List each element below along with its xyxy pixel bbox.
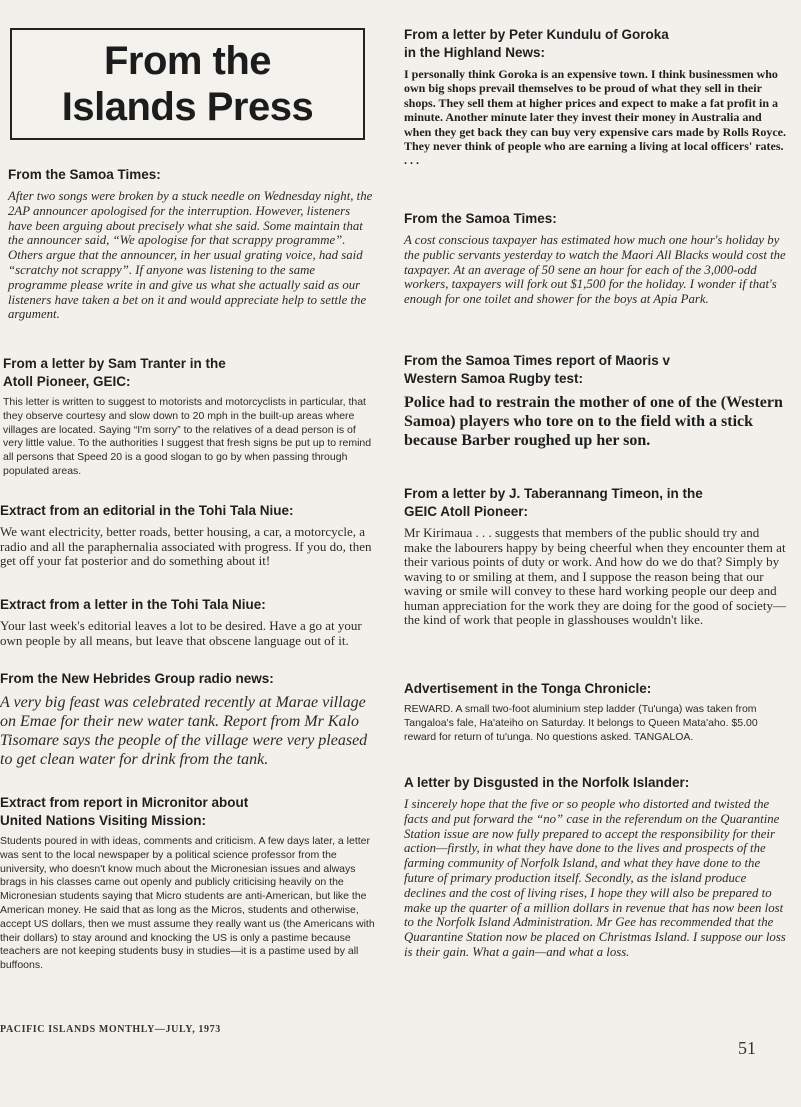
article-micronitor xyxy=(0,794,376,973)
article-new-hebrides-radio xyxy=(0,670,376,769)
article-heading: A letter by Disgusted in the Norfolk Islander: xyxy=(404,775,690,790)
article-heading: Extract from report in Micronitor about United Nations Visiting Mission: xyxy=(0,795,249,828)
issue-footer: PACIFIC ISLANDS MONTHLY—JULY, 1973 xyxy=(0,1024,221,1035)
article-body: A cost conscious taxpayer has estimated how much one hour's holiday by the public servants yesterday to watch the Maori All Blacks would cost the taxpayer. At an average of 50 sene an hour for each of the 3,000-odd workers, taxpayers will fork out $1,500 for the holiday. I wonder if that's enough for one toilet and shower for the boys at Apia Park. xyxy=(404,233,786,307)
article-body: Your last week's editorial leaves a lot to be desired. Have a go at your own people by all means, but leave that obscene language out of it. xyxy=(0,618,362,648)
article-heading: Extract from an editorial in the Tohi Tala Niue: xyxy=(0,503,294,518)
article-body: I personally think Goroka is an expensive town. I think businessmen who own big shops prevail themselves to be proud of what they sell in their shops. They sell them at higher prices and expect to make a fat profit in a minute. Another minute later they invest their money in Australia and when they get back they can buy very expensive cars made by Rolls Royce. They never think of people who are earning a living at local officers' rates. . . . xyxy=(404,67,786,168)
article-atoll-pioneer-tranter xyxy=(3,355,376,479)
article-timeon-letter xyxy=(404,485,789,628)
article-tohi-tala-letter xyxy=(0,596,376,648)
article-heading: From a letter by Peter Kundulu of Goroka in the Highland News: xyxy=(404,27,669,60)
article-body: This letter is written to suggest to motorists and motorcyclists in particular, that they observe courtesy and slow down to 20 mph in the built-up areas where villages are located. Saying “I'm sorry” to the relatives of a dead person is of very little value. To the authorities I suggest that fresh signs be put up to remind all persons that Speed 20 is a good slogan to go by when passing through populated areas. xyxy=(3,396,372,477)
masthead-title: From the Islands Press xyxy=(61,39,314,129)
article-body: REWARD. A small two-foot aluminium step ladder (Tu'unga) was taken from Tangaloa's fale, Ha'ateiho on Saturday. It belongs to Queen Mata'aho. $5.00 reward for return of tu'unga. No questions asked. TANGALOA. xyxy=(404,703,758,743)
article-heading: From the Samoa Times: xyxy=(8,167,161,182)
article-heading: Extract from a letter in the Tohi Tala Niue: xyxy=(0,597,266,612)
article-heading: From a letter by Sam Tranter in the Atoll Pioneer, GEIC: xyxy=(3,356,226,389)
article-samoa-times-radio xyxy=(8,166,376,322)
article-tonga-advertisement xyxy=(404,680,789,744)
article-heading: From the Samoa Times report of Maoris v Western Samoa Rugby test: xyxy=(404,353,671,386)
article-highland-news xyxy=(404,26,789,168)
article-rugby-test xyxy=(404,352,789,450)
article-heading: From the Samoa Times: xyxy=(404,211,557,226)
article-heading: Advertisement in the Tonga Chronicle: xyxy=(404,681,652,696)
article-samoa-times-taxpayer xyxy=(404,210,789,307)
article-body: We want electricity, better roads, better housing, a car, a motorcycle, a radio and all the paraphernalia associated with progress. If you do, then get off your fat posterior and do something about it! xyxy=(0,524,372,568)
article-heading: From a letter by J. Taberannang Timeon, in the GEIC Atoll Pioneer: xyxy=(404,486,703,519)
article-body: I sincerely hope that the five or so people who distorted and twisted the facts and put forward the “no” case in the referendum on the Quarantine Station issue are now fully prepared to accept the responsibility for their action—firstly, in what they have done to the lives and prospects of the farming community of Norfolk Island, and what they have done to the future of primary production itself. Secondly, as the island produce declines and the cost of living rises, I hope they will also be prepared to make up the quarter of a million dollars in revenue that has now been lost to the Norfolk Island Administration. Mr Gee has recommended that the Quarantine Station now be placed on Christmas Island. I suppose our loss is their gain. What a gain—and what a loss. xyxy=(404,797,786,959)
article-body: Students poured in with ideas, comments and criticism. A few days later, a letter was sent to the local newspaper by a political science professor from the university, who doesn't know much about the Micronesian issues and always brags in his classes came out openly and publicly criticising heavily on the Micronesian students saying that Micro students are anti-American, but like the American money. He said that as long as the Micros, students and otherwise, accept US dollars, then we must assume they really want us (the Americans with their dollars) to stay around and knocking the US is only a pastime because teachers are not keeping students busy in studies—it is a pastime used by all buffoons. xyxy=(0,835,375,972)
page-number: 51 xyxy=(738,1038,756,1058)
article-body: A very big feast was celebrated recently at Marae village on Emae for their new water tank. Report from Mr Kalo Tisomare says the people of the village were very pleased to get clean water for drink from the tank. xyxy=(0,694,368,768)
article-body: Mr Kirimaua . . . suggests that members of the public should try and make the labourers happy by being cheerful when they encounter them at their various points of duty or work. And how do we do that? Simply by waving to or smiling at them, and I suppose the reason being that our waving or smile will convey to these hard working people our deep and human appreciation for the work they are doing for the good of society— the kind of work that people in glasshouses wouldn't like. xyxy=(404,525,786,627)
article-tohi-tala-editorial xyxy=(0,502,376,569)
masthead-box xyxy=(10,28,365,140)
article-norfolk-islander xyxy=(404,774,789,960)
article-body: Police had to restrain the mother of one of the (Western Samoa) players who tore on to the field with a stick because Barber roughed up her son. xyxy=(404,394,783,449)
article-heading: From the New Hebrides Group radio news: xyxy=(0,671,274,686)
article-body: After two songs were broken by a stuck needle on Wednesday night, the 2AP announcer apologised for the interruption. However, listeners have been arguing about precisely what she said. Some maintain that the announcer said, “We apologise for that scrappy programme”. Others argue that the announcer, in her usual grating voice, had said “scratchy not scrappy”. If anyone was listening to the same programme please write in and give us what she actually said as our listeners have taken a bet on it and would appreciate help to settle the argument. xyxy=(8,189,373,322)
